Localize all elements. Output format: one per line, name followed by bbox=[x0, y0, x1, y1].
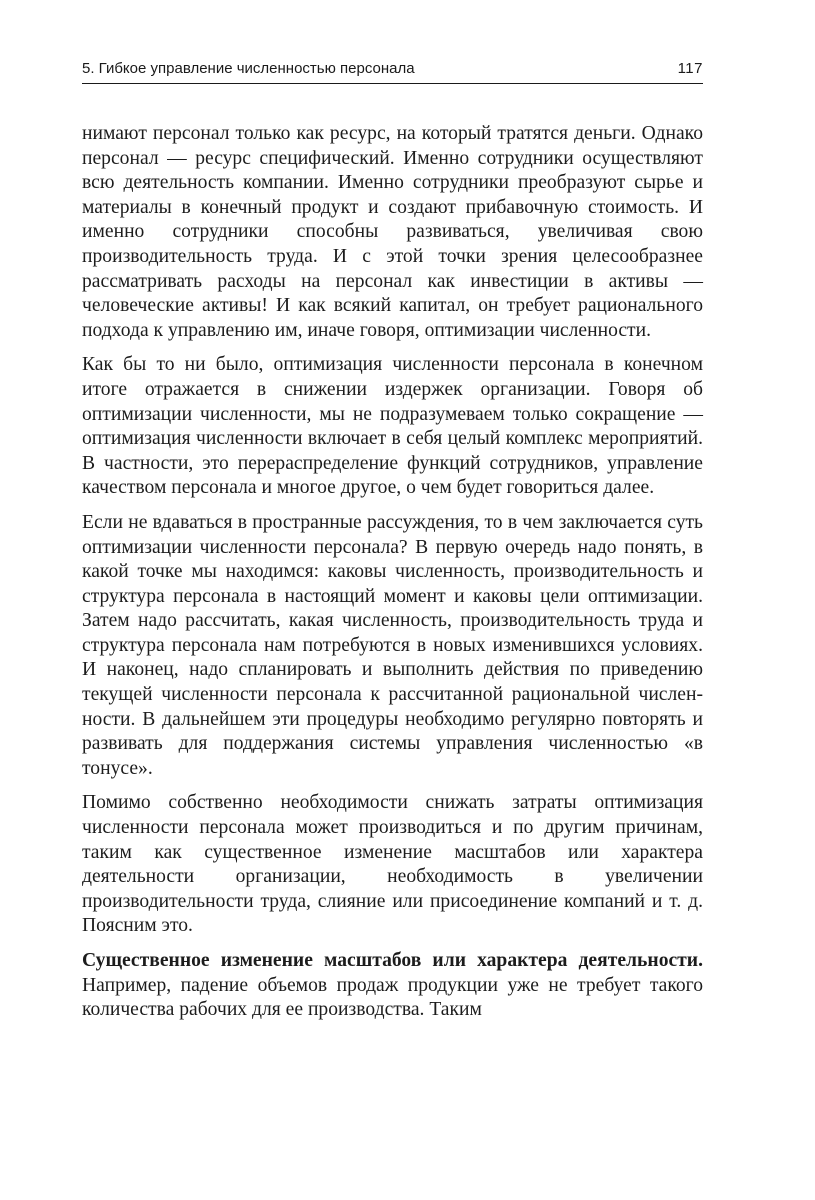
paragraph-1: нимают персонал только как ресурс, на который тратятся деньги. Однако персонал — ресурс специфический. Именно сотрудники осуществляют всю деятельность компании. Именно сотрудники преобразуют сырье и материалы в конечный продукт и создают прибавочную стоимость. И именно сотрудники способны развиваться, увеличивая свою производительность труда. И с этой точки зрения целесообразнее рассматривать расходы на персонал как инвестиции в активы — человеческие активы! И как всякий капитал, он требует рационального подхода к управлению им, иначе говоря, оптимизации численности. bbox=[82, 123, 703, 341]
paragraph-lead-in: Существенное изменение масштабов или характера деятельности. bbox=[82, 950, 703, 971]
paragraph-5-text: Например, падение объемов продаж продукции уже не требует такого количества рабочих для ее производства. Таким bbox=[82, 974, 703, 1021]
paragraph-4: Помимо собственно необходимости снижать затраты оптимизация численности персонала может производиться и по другим причинам, таким как существенное изменение масштабов или характера деятельности организации, необходимость в увеличении производительности труда, слияние или присоединение компаний и т. д. Поясним это. bbox=[82, 792, 703, 937]
paragraph-5 bbox=[82, 949, 703, 1023]
paragraph-3: Если не вдаваться в пространные рассуждения, то в чем заключается суть оптимизации численности персонала? В первую очередь надо понять, в какой точке мы находимся: каковы численность, производительность и структура персонала в настоящий момент и каковы цели оптимизации. Затем надо рассчитать, какая численность, производительность труда и структура персонала нам потребуются в новых изменившихся условиях. И наконец, надо спланировать и выполнить действия по приведению текущей численности персонала к рассчитанной рациональной численности. В дальнейшем эти процедуры необходимо регулярно повторять и развивать для поддержания системы управления численностью «в тонусе». bbox=[82, 511, 703, 779]
chapter-title: 5. Гибкое управление численностью персонала bbox=[82, 60, 415, 77]
running-header bbox=[82, 60, 703, 84]
page-number: 117 bbox=[677, 60, 703, 77]
book-page bbox=[82, 60, 703, 1023]
body-text bbox=[82, 122, 703, 1023]
paragraph-2: Как бы то ни было, оптимизация численности персонала в конечном итоге отражается в снижении издержек организации. Говоря об оптимизации численности, мы не подразумеваем только сокращение — оптимизация численности включает в себя целый комплекс мероприятий. В частности, это перераспределение функций сотрудников, управление качеством персонала и многое другое, о чем будет говориться далее. bbox=[82, 354, 703, 499]
